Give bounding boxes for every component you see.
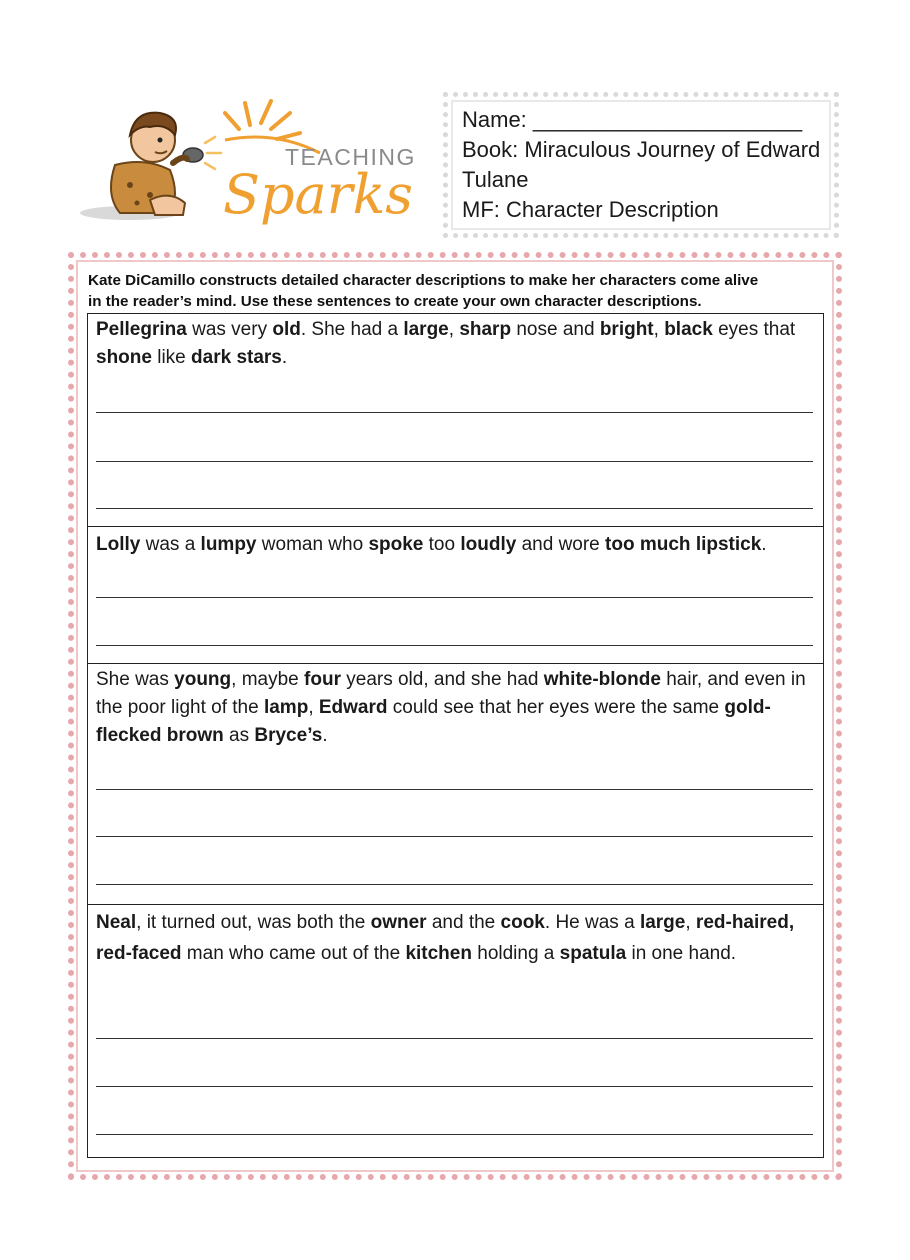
sentence-section (88, 526, 823, 663)
sentence-run: too (423, 534, 461, 555)
sentence-run: . (761, 534, 767, 555)
answer-line[interactable] (96, 1086, 813, 1087)
bold-word: large (403, 319, 449, 340)
bold-word: young (174, 669, 232, 690)
brand-top-text: TEACHING (285, 144, 416, 170)
bold-word: Neal (96, 912, 137, 933)
bold-word: gold-flecked brown (96, 697, 771, 746)
sentence-grid (87, 313, 824, 1158)
sentence-run: and the (426, 912, 501, 933)
bold-word: black (664, 319, 713, 340)
sentence-text (96, 531, 815, 559)
sentence-run: was very (186, 319, 273, 340)
sentence-section (88, 314, 823, 526)
sentence-run: She was (96, 669, 175, 690)
bold-word: red-haired, red-faced (96, 912, 795, 964)
sentence-run: . (281, 347, 288, 368)
answer-line[interactable] (96, 645, 813, 646)
brand-bottom-text: Sparks (223, 163, 414, 226)
student-info-box (443, 92, 839, 238)
sentence-run: and wore (516, 534, 606, 555)
teaching-sparks-logo (75, 95, 430, 235)
sentence-run: holding a (471, 943, 560, 964)
answer-line[interactable] (96, 789, 813, 790)
bold-word: Pellegrina (96, 319, 187, 340)
bold-word: white-blonde (543, 669, 661, 690)
caveman-mascot-icon (75, 95, 430, 235)
sentence-text (96, 907, 815, 969)
sentence-run: hair, and even in the poor light of the (96, 669, 806, 718)
sentence-section (88, 904, 823, 1156)
sentence-text (96, 316, 815, 372)
bold-word: bright (599, 319, 654, 340)
bold-word: Edward (318, 697, 388, 718)
bold-word: dark stars (191, 347, 282, 368)
answer-line[interactable] (96, 836, 813, 837)
bold-word: owner (370, 912, 427, 933)
sentence-run: , maybe (231, 669, 305, 690)
sentence-run: , (448, 319, 460, 340)
bold-word: too much lipstick (605, 534, 762, 555)
book-label-continued: Tulane (462, 167, 529, 192)
sentence-text (96, 666, 815, 750)
sentence-run: eyes that (712, 319, 796, 340)
bold-word: shone (96, 347, 152, 368)
sentence-run: nose and (511, 319, 600, 340)
sentence-run: , (308, 697, 319, 718)
mf-label: MF: Character Description (462, 197, 719, 222)
answer-line[interactable] (96, 1038, 813, 1039)
bold-word: lumpy (200, 534, 257, 555)
book-label: Book: Miraculous Journey of Edward (462, 137, 821, 162)
bold-word: sharp (459, 319, 512, 340)
bold-word: Lolly (96, 534, 141, 555)
answer-line[interactable] (96, 597, 813, 598)
answer-line[interactable] (96, 884, 813, 885)
sentence-run: man who came out of the (181, 943, 406, 964)
bold-word: cook (500, 912, 545, 933)
bold-word: Bryce’s (254, 725, 323, 746)
sentence-run: years old, and she had (340, 669, 544, 690)
bold-word: lamp (263, 697, 309, 718)
instructions (88, 270, 828, 312)
answer-line[interactable] (96, 1134, 813, 1135)
bold-word: old (272, 319, 301, 340)
sentence-run: , (685, 912, 696, 933)
sentence-run: . She had a (300, 319, 404, 340)
bold-word: loudly (460, 534, 517, 555)
sentence-run: was a (140, 534, 201, 555)
sentence-run: , (653, 319, 665, 340)
bold-word: spoke (368, 534, 424, 555)
sentence-run: in one hand. (626, 943, 737, 964)
bold-word: four (304, 669, 341, 690)
sentence-run: could see that her eyes were the same (387, 697, 725, 718)
answer-line[interactable] (96, 461, 813, 462)
answer-line[interactable] (96, 412, 813, 413)
sentence-section (88, 663, 823, 904)
bold-word: large (639, 912, 686, 933)
sentence-run: , it turned out, was both the (136, 912, 371, 933)
sentence-run: . He was a (544, 912, 640, 933)
name-field-label[interactable]: Name: ______________________ (462, 107, 803, 132)
bold-word: kitchen (405, 943, 472, 964)
bold-word: spatula (559, 943, 627, 964)
answer-line[interactable] (96, 508, 813, 509)
sentence-run: . (322, 725, 328, 746)
instructions-line-1: Kate DiCamillo constructs detailed character descriptions to make her characters come alive (88, 272, 759, 289)
sentence-run: woman who (256, 534, 369, 555)
sentence-run: like (151, 347, 192, 368)
instructions-line-2: in the reader’s mind. Use these sentences to create your own character descriptions. (88, 293, 702, 310)
sentence-run: as (223, 725, 255, 746)
